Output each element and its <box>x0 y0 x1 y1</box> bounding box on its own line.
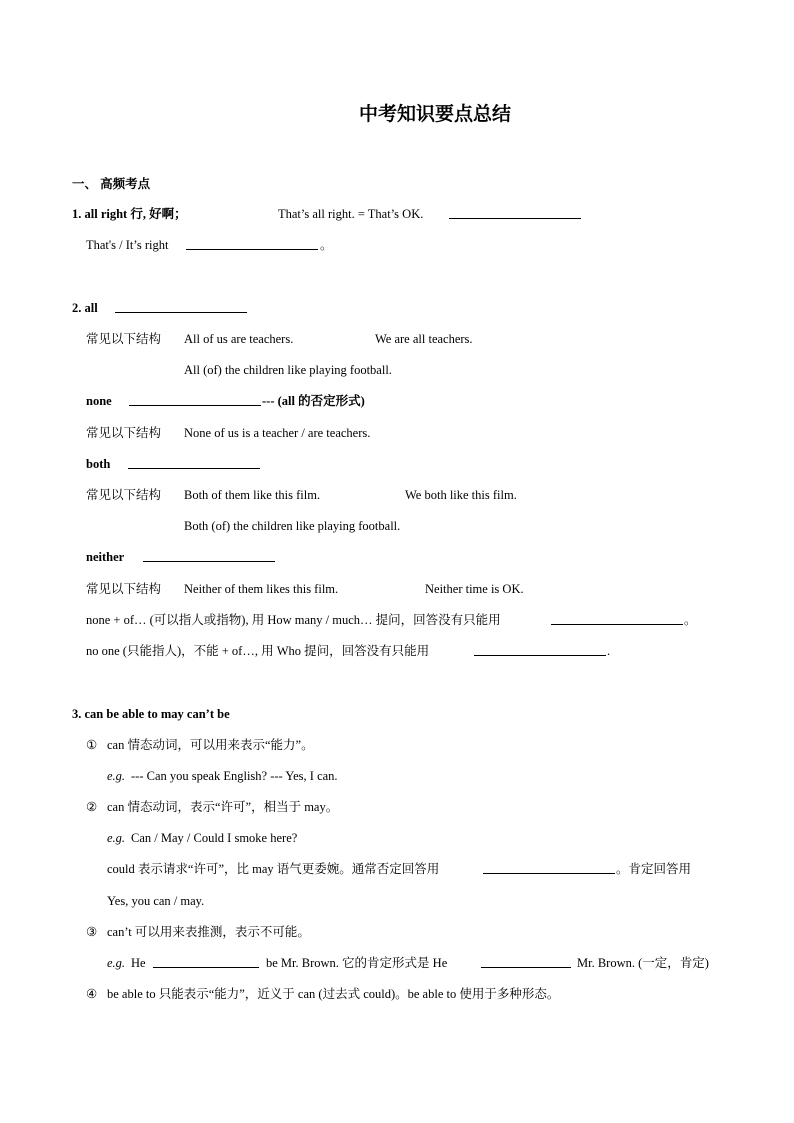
section-heading: 一、 高频考点 <box>72 177 151 191</box>
fill-blank[interactable] <box>474 643 606 656</box>
eg-marker: e.g. <box>107 831 126 845</box>
item2-label: 2. all <box>72 301 98 315</box>
point-3-text: can’t 可以用来表推测，表示不可能。 <box>107 925 310 939</box>
both-example-3: Both (of) the children like playing football. <box>184 519 401 533</box>
fill-blank[interactable] <box>115 300 247 313</box>
point-3-number: ③ <box>86 925 98 939</box>
all-example-1: All of us are teachers. <box>184 332 294 346</box>
all-example-2: We are all teachers. <box>375 332 473 346</box>
all-example-3: All (of) the children like playing football. <box>184 363 392 377</box>
fill-blank[interactable] <box>153 955 259 968</box>
eg-marker: e.g. <box>107 956 126 970</box>
point-3-end: Mr. Brown. (一定，肯定) <box>577 956 709 970</box>
neither-example-2: Neither time is OK. <box>425 582 524 596</box>
common-structure-label: 常见以下结构 <box>86 488 162 502</box>
fill-blank[interactable] <box>128 456 260 469</box>
point-1-example: --- Can you speak English? --- Yes, I can. <box>131 769 338 783</box>
none-of-rule: none + of… (可以指人或指物), 用 How many / much… 提问，回答没有只能用 <box>86 613 501 627</box>
point-3-he: He <box>131 956 146 970</box>
neither-label: neither <box>86 550 125 564</box>
common-structure-label: 常见以下结构 <box>86 582 162 596</box>
positive-answer: Yes, you can / may. <box>107 894 205 908</box>
fill-blank[interactable] <box>129 393 261 406</box>
common-structure-label: 常见以下结构 <box>86 332 162 346</box>
point-2-text: can 情态动词，表示“许可”，相当于 may。 <box>107 800 339 814</box>
item1-example: That’s all right. = That’s OK. <box>278 207 424 221</box>
item3-label: 3. can be able to may can’t be <box>72 707 230 721</box>
fill-blank[interactable] <box>481 955 571 968</box>
both-example-1: Both of them like this film. <box>184 488 321 502</box>
item1-label: 1. all right 行, 好啊； <box>72 207 187 221</box>
point-4-number: ④ <box>86 987 98 1001</box>
fill-blank[interactable] <box>143 549 275 562</box>
no-one-end: . <box>607 644 611 658</box>
point-1-text: can 情态动词，可以用来表示“能力”。 <box>107 738 314 752</box>
both-example-2: We both like this film. <box>405 488 517 502</box>
eg-marker: e.g. <box>107 769 126 783</box>
fill-blank[interactable] <box>186 237 318 250</box>
none-example: None of us is a teacher / are teachers. <box>184 426 371 440</box>
item1-end: 。 <box>320 238 333 252</box>
could-rule: could 表示请求“许可”，比 may 语气更委婉。通常否定回答用 <box>107 862 440 876</box>
item1-line2: That's / It’s right <box>86 238 169 252</box>
both-label: both <box>86 457 111 471</box>
page-title: 中考知识要点总结 <box>358 104 511 125</box>
point-2-number: ② <box>86 800 98 814</box>
point-4-text: be able to 只能表示“能力”，近义于 can (过去式 could)。be able to 使用于多种形态。 <box>107 987 560 1001</box>
point-2-example: Can / May / Could I smoke here? <box>131 831 298 845</box>
common-structure-label: 常见以下结构 <box>86 426 162 440</box>
point-3-middle: be Mr. Brown. 它的肯定形式是 He <box>266 956 448 970</box>
none-label: none <box>86 394 112 408</box>
fill-blank[interactable] <box>483 861 615 874</box>
fill-blank[interactable] <box>449 206 581 219</box>
fill-blank[interactable] <box>551 612 683 625</box>
neither-example-1: Neither of them likes this film. <box>184 582 339 596</box>
could-rule-end: 。肯定回答用 <box>616 862 692 876</box>
none-of-end: 。 <box>684 613 697 627</box>
no-one-rule: no one (只能指人)，不能 + of…, 用 Who 提问，回答没有只能用 <box>86 644 430 658</box>
none-note: --- (all 的否定形式) <box>262 394 365 408</box>
point-1-number: ① <box>86 738 98 752</box>
